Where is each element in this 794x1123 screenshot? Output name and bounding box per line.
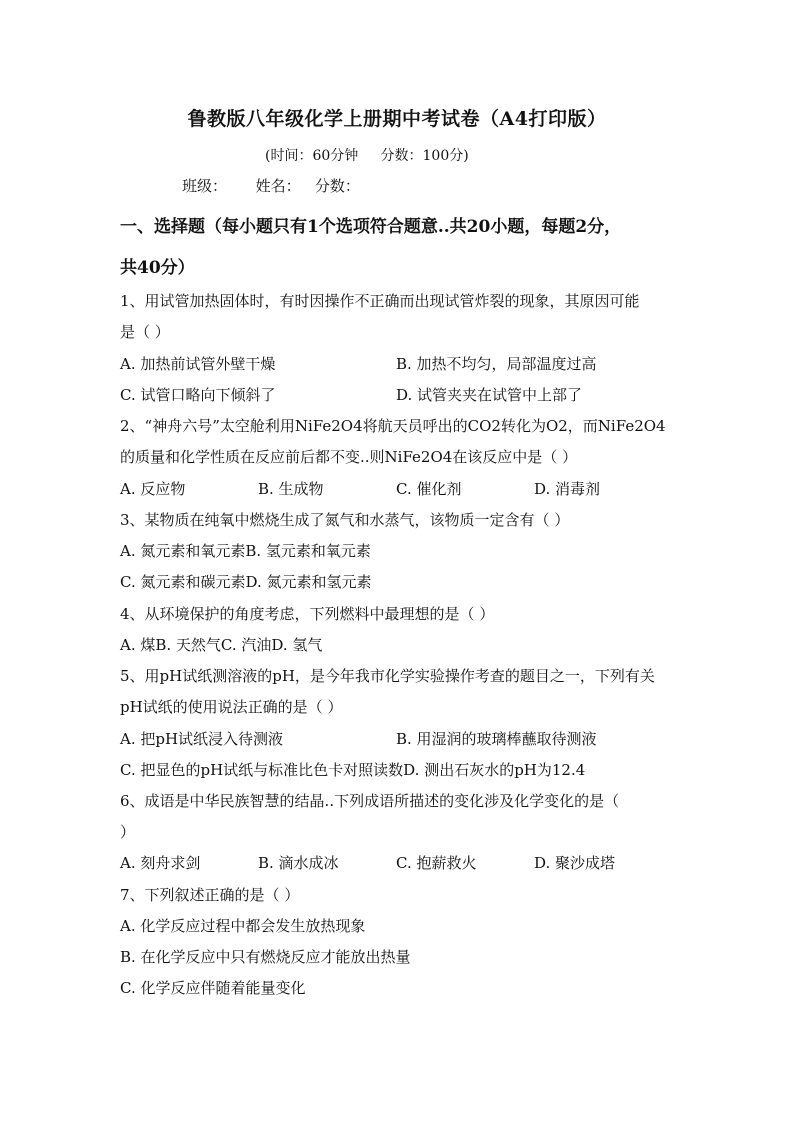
question-6-option-a: A. 刻舟求剑 [120,854,201,872]
question-6-option-b: B. 滴水成冰 [258,854,339,872]
question-7-option-c: C. 化学反应伴随着能量变化 [120,979,306,997]
question-1-option-c: C. 试管口略向下倾斜了 [120,386,276,404]
question-6-option-d: D. 聚沙成塔 [534,854,616,872]
question-4-text: 4、从环境保护的角度考虑，下列燃料中最理想的是（ ） [120,605,495,623]
section-heading: 一、选择题（每小题只有1个选项符合题意..共20小题，每题2分， [120,217,622,237]
question-5-option-a: A. 把pH试纸浸入待测液 [120,730,284,748]
question-7-option-a: A. 化学反应过程中都会发生放热现象 [120,917,366,935]
question-1-option-d: D. 试管夹夹在试管中上部了 [396,386,583,404]
exam-time-score: (时间：60分钟 分数：100分) [265,148,469,164]
question-3-options-ab: A. 氮元素和氧元素B. 氢元素和氧元素 [120,542,371,560]
question-5-options-cd: C. 把显色的pH试纸与标准比色卡对照读数D. 测出石灰水的pH为12.4 [120,761,586,779]
question-2-text-cont: 的质量和化学性质在反应前后都不变..则NiFe2O4在该反应中是（ ） [120,448,578,466]
question-7-option-b: B. 在化学反应中只有燃烧反应才能放出热量 [120,948,411,966]
question-3-text: 3、某物质在纯氧中燃烧生成了氮气和水蒸气，该物质一定含有（ ） [120,511,570,529]
question-1-option-b: B. 加热不均匀，局部温度过高 [396,355,597,373]
question-6-text-cont: ） [120,823,136,841]
question-6-option-c: C. 抱薪救火 [396,854,477,872]
question-2-option-b: B. 生成物 [258,480,324,498]
question-1-option-a: A. 加热前试管外壁干燥 [120,355,276,373]
question-1-text: 1、用试管加热固体时，有时因操作不正确而出现试管炸裂的现象，其原因可能 [120,292,640,310]
question-2-text: 2、“神舟六号”太空舱利用NiFe2O4将航天员呼出的CO2转化为O2，而NiFe2O4 [120,417,666,435]
question-6-text: 6、成语是中华民族智慧的结晶..下列成语所描述的变化涉及化学变化的是（ [120,792,620,810]
question-4-options: A. 煤B. 天然气C. 汽油D. 氢气 [120,636,323,654]
question-2-option-c: C. 催化剂 [396,480,462,498]
question-1-text-cont: 是（ ） [120,323,170,341]
section-heading-cont: 共40分） [120,258,195,278]
question-5-text-cont: pH试纸的使用说法正确的是（ ） [120,698,343,716]
question-3-options-cd: C. 氮元素和碳元素D. 氮元素和氢元素 [120,573,372,591]
question-5-text: 5、用pH试纸测溶液的pH，是今年我市化学实验操作考查的题目之一，下列有关 [120,667,655,685]
question-2-option-d: D. 消毒剂 [534,480,601,498]
question-7-text: 7、下列叙述正确的是（ ） [120,886,300,904]
question-5-option-b: B. 用湿润的玻璃棒蘸取待测液 [396,730,597,748]
student-info-line: 班级： 姓名： 分数： [182,177,360,195]
page-title: 鲁教版八年级化学上册期中考试卷（A4打印版） [187,108,607,130]
question-2-option-a: A. 反应物 [120,480,186,498]
